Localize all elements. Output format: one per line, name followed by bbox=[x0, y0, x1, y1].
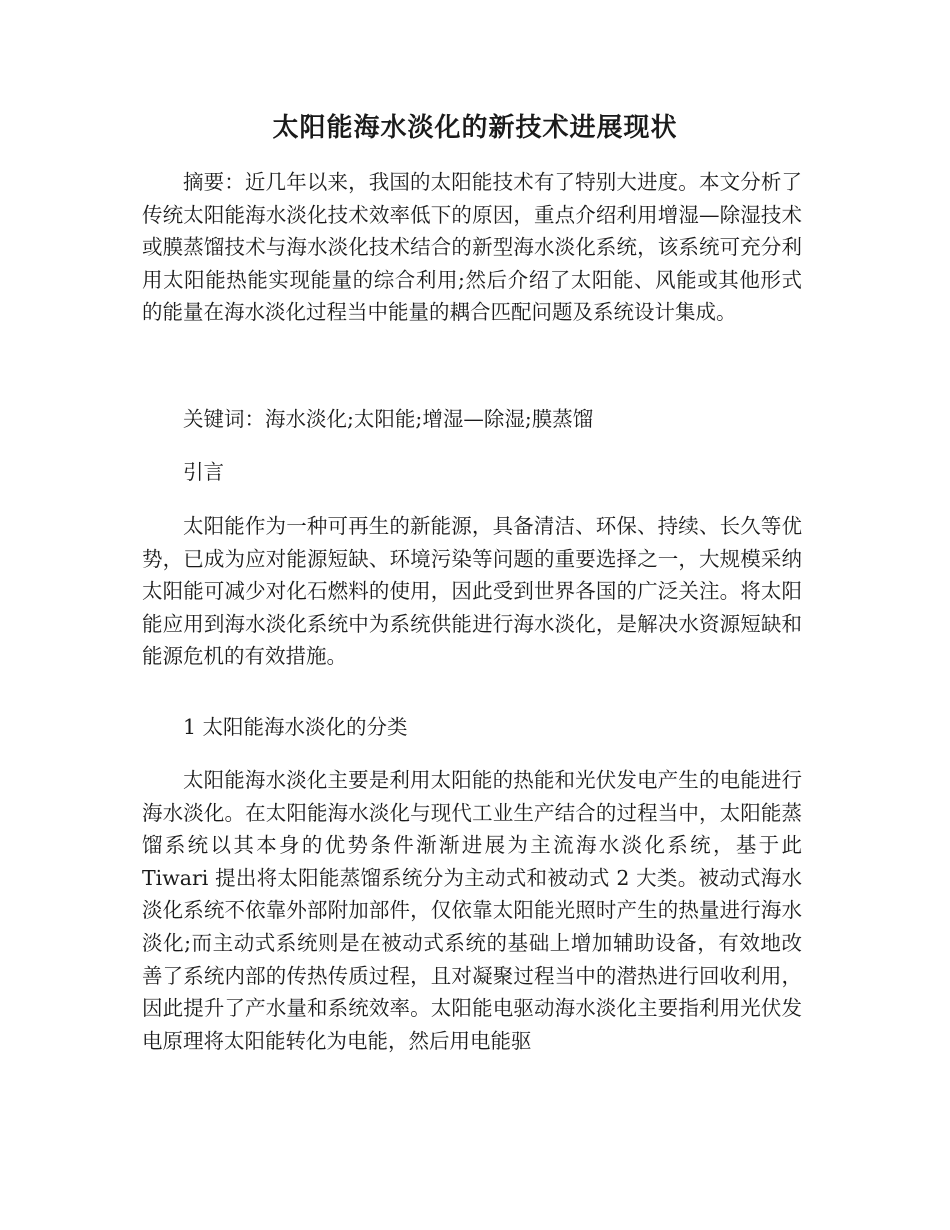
intro-paragraph: 太阳能作为一种可再生的新能源，具备清洁、环保、持续、长久等优势，已成为应对能源短缺、环境污染等问题的重要选择之一，大规模采纳太阳能可减少对化石燃料的使用，因此受到世界各国的广泛关注。将太阳能应用到海水淡化系统中为系统供能进行海水淡化，是解决水资源短缺和能源危机的有效措施。 bbox=[142, 514, 802, 669]
section-1-paragraph: 太阳能海水淡化主要是利用太阳能的热能和光伏发电产生的电能进行海水淡化。在太阳能海水淡化与现代工业生产结合的过程当中，太阳能蒸馏系统以其本身的优势条件渐渐进展为主流海水淡化系统，基于此 Tiwari 提出将太阳能蒸馏系统分为主动式和被动式 2 大类。被动式海水淡化系统不依靠外部附加部件，仅依靠太阳能光照时产生的热量进行海水淡化;而主动式系统则是在被动式系统的基础上增加辅助设备，有效地改善了系统内部的传热传质过程，且对凝聚过程当中的潜热进行回收利用，因此提升了产水量和系统效率。太阳能电驱动海水淡化主要指利用光伏发电原理将太阳能转化为电能，然后用电能驱 bbox=[142, 768, 802, 1053]
section-1-heading: 1 太阳能海水淡化的分类 bbox=[183, 715, 408, 739]
abstract-paragraph: 摘要：近几年以来，我国的太阳能技术有了特别大进度。本文分析了传统太阳能海水淡化技术效率低下的原因，重点介绍利用增湿—除湿技术或膜蒸馏技术与海水淡化技术结合的新型海水淡化系统，该系统可充分利用太阳能热能实现能量的综合利用;然后介绍了太阳能、风能或其他形式的能量在海水淡化过程当中能量的耦合匹配问题及系统设计集成。 bbox=[142, 170, 802, 325]
document-title: 太阳能海水淡化的新技术进展现状 bbox=[272, 113, 678, 143]
intro-heading: 引言 bbox=[183, 460, 224, 484]
keywords-line: 关键词：海水淡化;太阳能;增湿—除湿;膜蒸馏 bbox=[183, 407, 594, 431]
